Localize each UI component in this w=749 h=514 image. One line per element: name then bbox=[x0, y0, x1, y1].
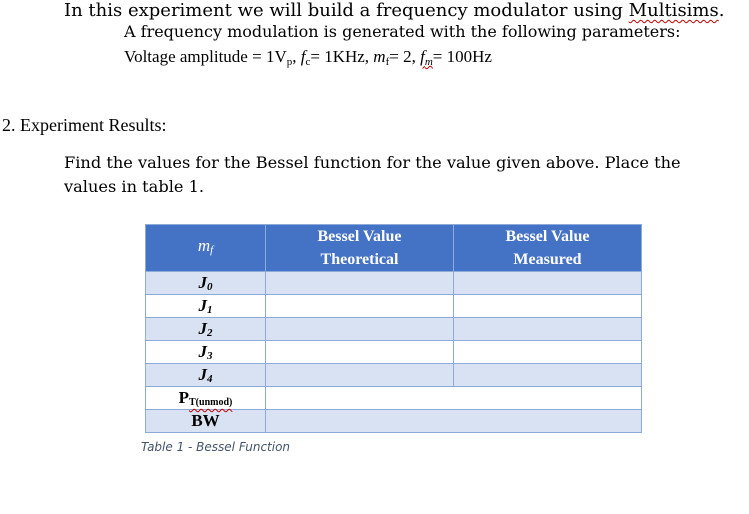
header-theoretical-line2: Theoretical bbox=[320, 251, 399, 268]
fm-symbol bbox=[420, 47, 433, 66]
instructions-paragraph: Find the values for the Bessel function for the value given above. Place the values in table 1. bbox=[64, 153, 681, 196]
mf-symbol: m bbox=[373, 47, 386, 66]
row-label-j1: $J_1$ bbox=[146, 295, 266, 318]
intro-line-1-prefix: In this experiment we will build a frequency modulator using bbox=[64, 0, 629, 21]
table-row bbox=[146, 364, 642, 387]
intro-line-1 bbox=[64, 0, 724, 22]
theoretical-cell-j0[interactable] bbox=[266, 272, 454, 295]
header-mf bbox=[146, 225, 266, 272]
mf-sub: f bbox=[385, 56, 390, 68]
table-row bbox=[146, 387, 642, 410]
measured-cell-j0[interactable] bbox=[454, 272, 642, 295]
theoretical-cell-j4[interactable] bbox=[266, 364, 454, 387]
table-header-row bbox=[146, 225, 642, 272]
measured-cell-j3[interactable] bbox=[454, 341, 642, 364]
mf-value: = 2, bbox=[389, 47, 421, 66]
fc-sub: c bbox=[305, 56, 311, 68]
section-heading: 2. Experiment Results: bbox=[2, 115, 167, 135]
bessel-table bbox=[145, 224, 642, 433]
header-measured bbox=[454, 225, 642, 272]
fm-sub: m bbox=[424, 56, 433, 68]
parameters-line: Voltage amplitude = $1V_p$, $f_c= 1KHz$, $m_f= 2$, $f_m= 100Hz$ bbox=[124, 47, 492, 68]
row-label-j0: $J_0$ bbox=[146, 272, 266, 295]
header-measured-line2: Measured bbox=[513, 251, 582, 268]
header-mf-main: m bbox=[197, 236, 211, 255]
header-mf-sub: f bbox=[210, 244, 214, 256]
voltage-amplitude-text: Voltage amplitude = 1V bbox=[124, 47, 287, 66]
fm-f: f bbox=[420, 47, 425, 66]
row-label-bw: BW bbox=[146, 410, 266, 433]
measured-cell-j4[interactable] bbox=[454, 364, 642, 387]
row-label-pt-unmod: PT(unmod) bbox=[146, 387, 266, 410]
table-row bbox=[146, 410, 642, 433]
row-label-j2: $J_2$ bbox=[146, 318, 266, 341]
table-row bbox=[146, 272, 642, 295]
table-row bbox=[146, 341, 642, 364]
fc-value: = 1KHz, bbox=[310, 47, 374, 66]
theoretical-cell-j1[interactable] bbox=[266, 295, 454, 318]
bw-value-cell[interactable] bbox=[266, 410, 642, 433]
fc-symbol: f bbox=[300, 47, 306, 66]
header-theoretical-line1: Bessel Value bbox=[317, 228, 402, 245]
multisims-term: Multisims bbox=[628, 0, 719, 21]
voltage-sub: p bbox=[286, 56, 293, 68]
row-label-j3: $J_3$ bbox=[146, 341, 266, 364]
intro-line-2: A frequency modulation is generated with the following parameters: bbox=[124, 22, 681, 41]
header-measured-line1: Bessel Value bbox=[505, 228, 590, 245]
fm-value: = 100Hz bbox=[432, 47, 492, 66]
measured-cell-j2[interactable] bbox=[454, 318, 642, 341]
table-row bbox=[146, 295, 642, 318]
theoretical-cell-j2[interactable] bbox=[266, 318, 454, 341]
row-label-j4: $J_4$ bbox=[146, 364, 266, 387]
theoretical-cell-j3[interactable] bbox=[266, 341, 454, 364]
intro-line-1-suffix: . bbox=[718, 0, 725, 21]
header-theoretical bbox=[266, 225, 454, 272]
table-caption: Table 1 - Bessel Function bbox=[141, 440, 291, 454]
measured-cell-j1[interactable] bbox=[454, 295, 642, 318]
table-row bbox=[146, 318, 642, 341]
pt-unmod-value-cell[interactable] bbox=[266, 387, 642, 410]
